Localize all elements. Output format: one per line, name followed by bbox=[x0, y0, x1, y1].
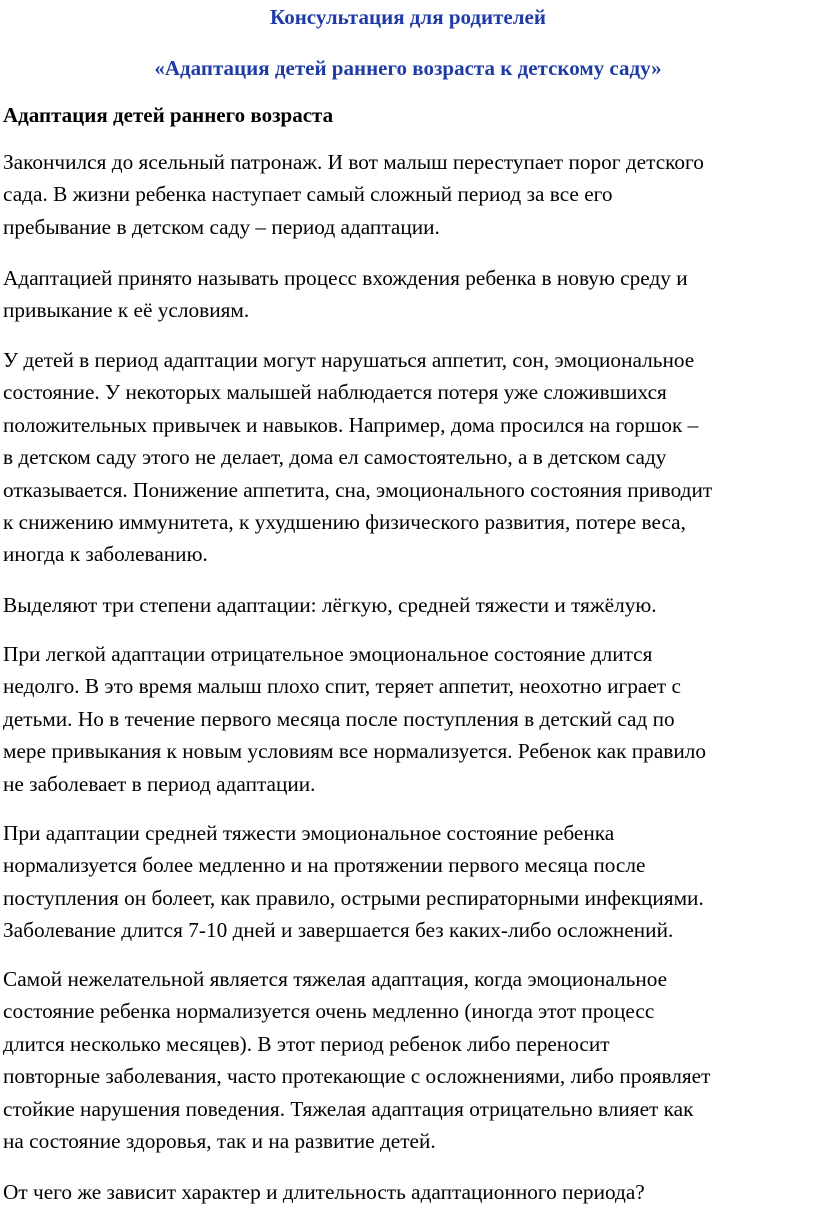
text-line: на состояние здоровья, так и на развитие детей. bbox=[3, 1129, 436, 1154]
text-line: иногда к заболеванию. bbox=[3, 542, 208, 567]
text-line: привыкание к её условиям. bbox=[3, 298, 250, 323]
text-line: длится несколько месяцев). В этот период ребенок либо переносит bbox=[3, 1031, 610, 1056]
text-line: мере привыкания к новым условиям все нормализуется. Ребенок как правило bbox=[3, 739, 707, 764]
paragraph-definition bbox=[3, 262, 816, 327]
text-line: нормализуется более медленно и на протяжении первого месяца после bbox=[3, 853, 646, 878]
paragraph-intro bbox=[3, 146, 816, 243]
paragraph-degrees bbox=[3, 589, 816, 621]
text-line: сада. В жизни ребенка наступает самый сложный период за все его bbox=[3, 182, 613, 207]
paragraph-question bbox=[3, 1176, 816, 1208]
page-title: Консультация для родителей bbox=[270, 5, 546, 29]
text-line: не заболевает в период адаптации. bbox=[3, 771, 316, 796]
text-line: Выделяют три степени адаптации: лёгкую, средней тяжести и тяжёлую. bbox=[3, 593, 657, 617]
text-line: пребывание в детском саду – период адаптации. bbox=[3, 214, 440, 239]
text-line: отказывается. Понижение аппетита, сна, эмоционального состояния приводит bbox=[3, 477, 713, 502]
text-line: Самой нежелательной является тяжелая адаптация, когда эмоциональное bbox=[3, 967, 668, 991]
paragraph-light-adaptation bbox=[3, 638, 816, 800]
text-line: стойкие нарушения поведения. Тяжелая адаптация отрицательно влияет как bbox=[3, 1096, 694, 1121]
text-line: повторные заболевания, часто протекающие с осложнениями, либо проявляет bbox=[3, 1064, 711, 1089]
text-line: в детском саду этого не делает, дома ел самостоятельно, а в детском саду bbox=[3, 445, 667, 470]
text-line: состояние ребенка нормализуется очень медленно (иногда этот процесс bbox=[3, 999, 655, 1024]
paragraph-heavy-adaptation bbox=[3, 963, 816, 1157]
text-line: недолго. В это время малыш плохо спит, теряет аппетит, неохотно играет с bbox=[3, 674, 681, 699]
text-line: При адаптации средней тяжести эмоциональное состояние ребенка bbox=[3, 821, 615, 845]
text-line: детьми. Но в течение первого месяца после поступления в детский сад по bbox=[3, 706, 675, 731]
text-line: поступления он болеет, как правило, острыми респираторными инфекциями. bbox=[3, 885, 704, 910]
text-line: к снижению иммунитета, к ухудшению физического развития, потере веса, bbox=[3, 510, 686, 535]
section-heading: Адаптация детей раннего возраста bbox=[3, 103, 334, 127]
paragraph-medium-adaptation bbox=[3, 817, 816, 947]
text-line: Адаптацией принято называть процесс вхождения ребенка в новую среду и bbox=[3, 266, 688, 290]
text-line: При легкой адаптации отрицательное эмоциональное состояние длится bbox=[3, 642, 653, 666]
text-line: Закончился до ясельный патронаж. И вот малыш переступает порог детского bbox=[3, 150, 704, 174]
text-line: У детей в период адаптации могут нарушаться аппетит, сон, эмоциональное bbox=[3, 348, 695, 372]
paragraph-symptoms bbox=[3, 344, 816, 571]
text-line: От чего же зависит характер и длительность адаптационного периода? bbox=[3, 1180, 645, 1204]
text-line: состояние. У некоторых малышей наблюдается потеря уже сложившихся bbox=[3, 380, 667, 405]
text-line: положительных привычек и навыков. Например, дома просился на горшок – bbox=[3, 412, 699, 437]
text-line: Заболевание длится 7-10 дней и завершается без каких-либо осложнений. bbox=[3, 918, 674, 943]
page-subtitle: «Адаптация детей раннего возраста к детскому саду» bbox=[154, 56, 662, 80]
